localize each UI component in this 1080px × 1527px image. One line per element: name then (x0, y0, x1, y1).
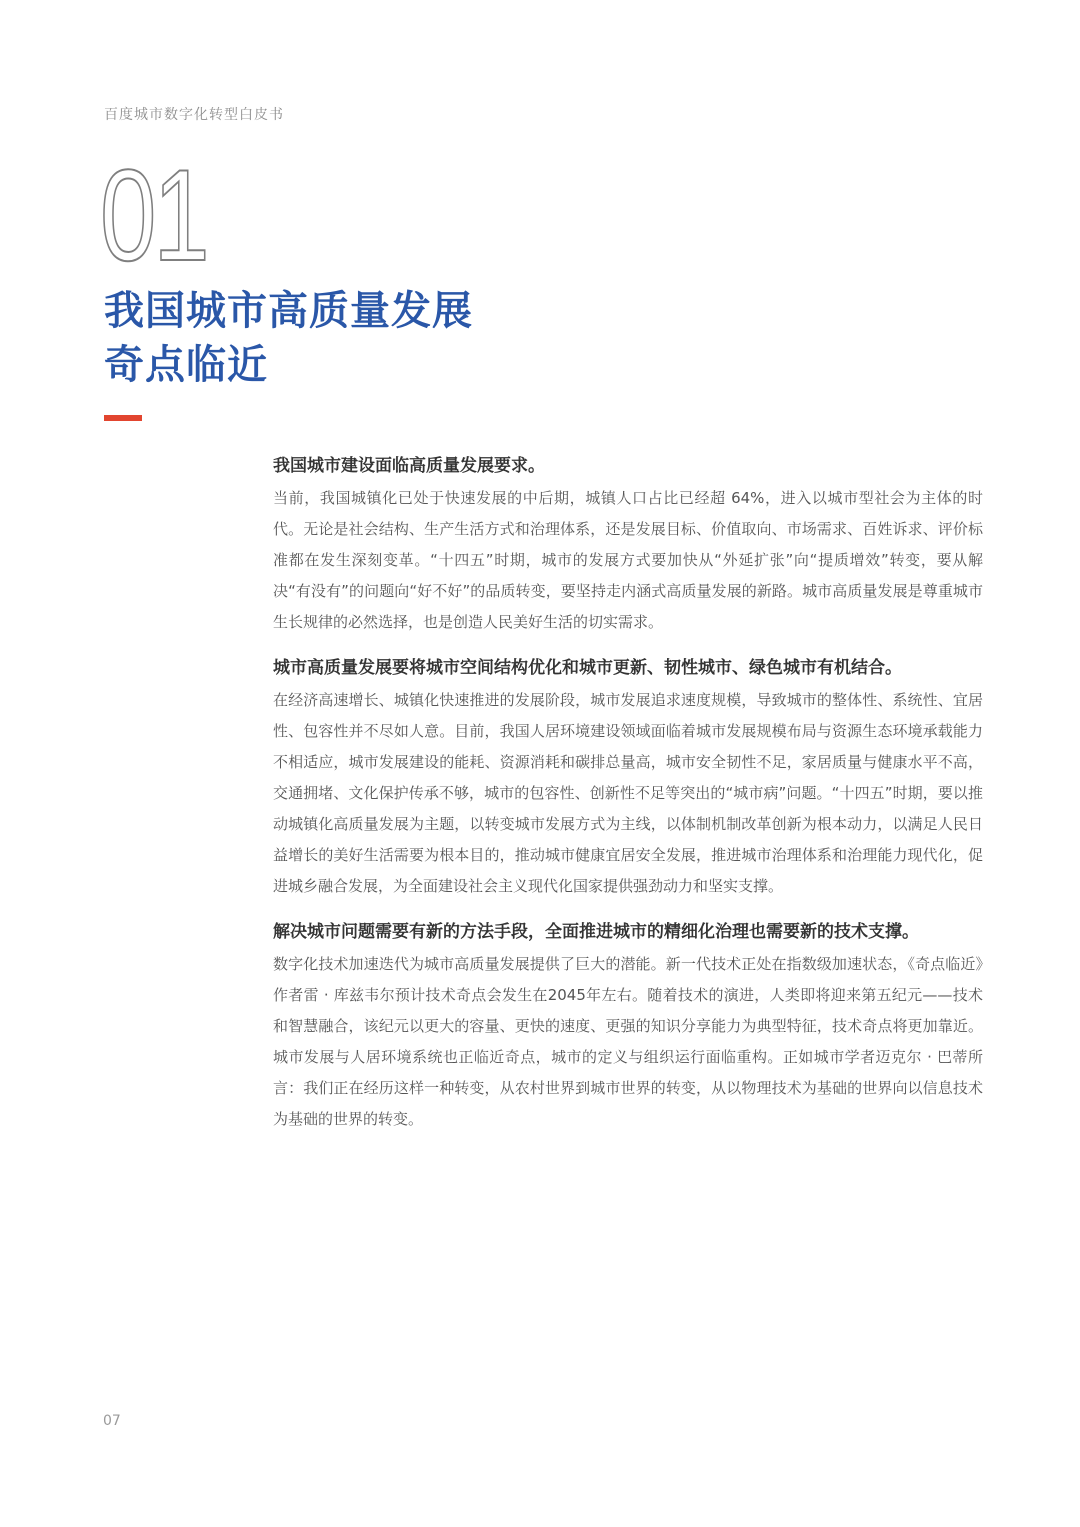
page-number: 07 (103, 1413, 121, 1429)
chapter-title-line-2: 奇点临近 (104, 342, 268, 388)
accent-bar (104, 415, 142, 421)
chapter-number: 01 (100, 142, 207, 288)
section-1 (273, 450, 983, 638)
section-heading: 城市高质量发展要将城市空间结构优化和城市更新、韧性城市、绿色城市有机结合。 (273, 658, 902, 678)
chapter-title (104, 284, 473, 392)
section-heading: 解决城市问题需要有新的方法手段，全面推进城市的精细化治理也需要新的技术支撑。 (273, 922, 919, 942)
section-3 (273, 916, 983, 1135)
section-body: 当前，我国城镇化已处于快速发展的中后期，城镇人口占比已经超 64%，进入以城市型社会为主体的时代。无论是社会结构、生产生活方式和治理体系，还是发展目标、价值取向、市场需求、百姓诉求、评价标准都在发生深刻变革。“十四五”时期，城市的发展方式要加快从“外延扩张”向“提质增效”转变，要从解决“有没有”的问题向“好不好”的品质转变，要坚持走内涵式高质量发展的新路。城市高质量发展是尊重城市生长规律的必然选择，也是创造人民美好生活的切实需求。 (273, 489, 983, 631)
running-header: 百度城市数字化转型白皮书 (104, 107, 284, 123)
section-body: 在经济高速增长、城镇化快速推进的发展阶段，城市发展追求速度规模，导致城市的整体性、系统性、宜居性、包容性并不尽如人意。目前，我国人居环境建设领域面临着城市发展规模布局与资源生态环境承载能力不相适应，城市发展建设的能耗、资源消耗和碳排总量高，城市安全韧性不足，家居质量与健康水平不高，交通拥堵、文化保护传承不够，城市的包容性、创新性不足等突出的“城市病”问题。“十四五”时期，要以推动城镇化高质量发展为主题，以转变城市发展方式为主线，以体制机制改革创新为根本动力，以满足人民日益增长的美好生活需要为根本目的，推动城市健康宜居安全发展，推进城市治理体系和治理能力现代化，促进城乡融合发展，为全面建设社会主义现代化国家提供强劲动力和坚实支撑。 (273, 691, 983, 895)
section-2 (273, 652, 983, 902)
chapter-content (273, 450, 983, 1149)
section-body: 数字化技术加速迭代为城市高质量发展提供了巨大的潜能。新一代技术正处在指数级加速状态，《奇点临近》作者雷 · 库兹韦尔预计技术奇点会发生在2045年左右。随着技术的演进，人类即将迎来第五纪元——技术和智慧融合，该纪元以更大的容量、更快的速度、更强的知识分享能力为典型特征，技术奇点将更加靠近。城市发展与人居环境系统也正临近奇点，城市的定义与组织运行面临重构。正如城市学者迈克尔 · 巴蒂所言：我们正在经历这样一种转变，从农村世界到城市世界的转变，从以物理技术为基础的世界向以信息技术为基础的世界的转变。 (273, 955, 983, 1128)
chapter-title-line-1: 我国城市高质量发展 (104, 288, 473, 334)
section-heading: 我国城市建设面临高质量发展要求。 (273, 456, 545, 476)
